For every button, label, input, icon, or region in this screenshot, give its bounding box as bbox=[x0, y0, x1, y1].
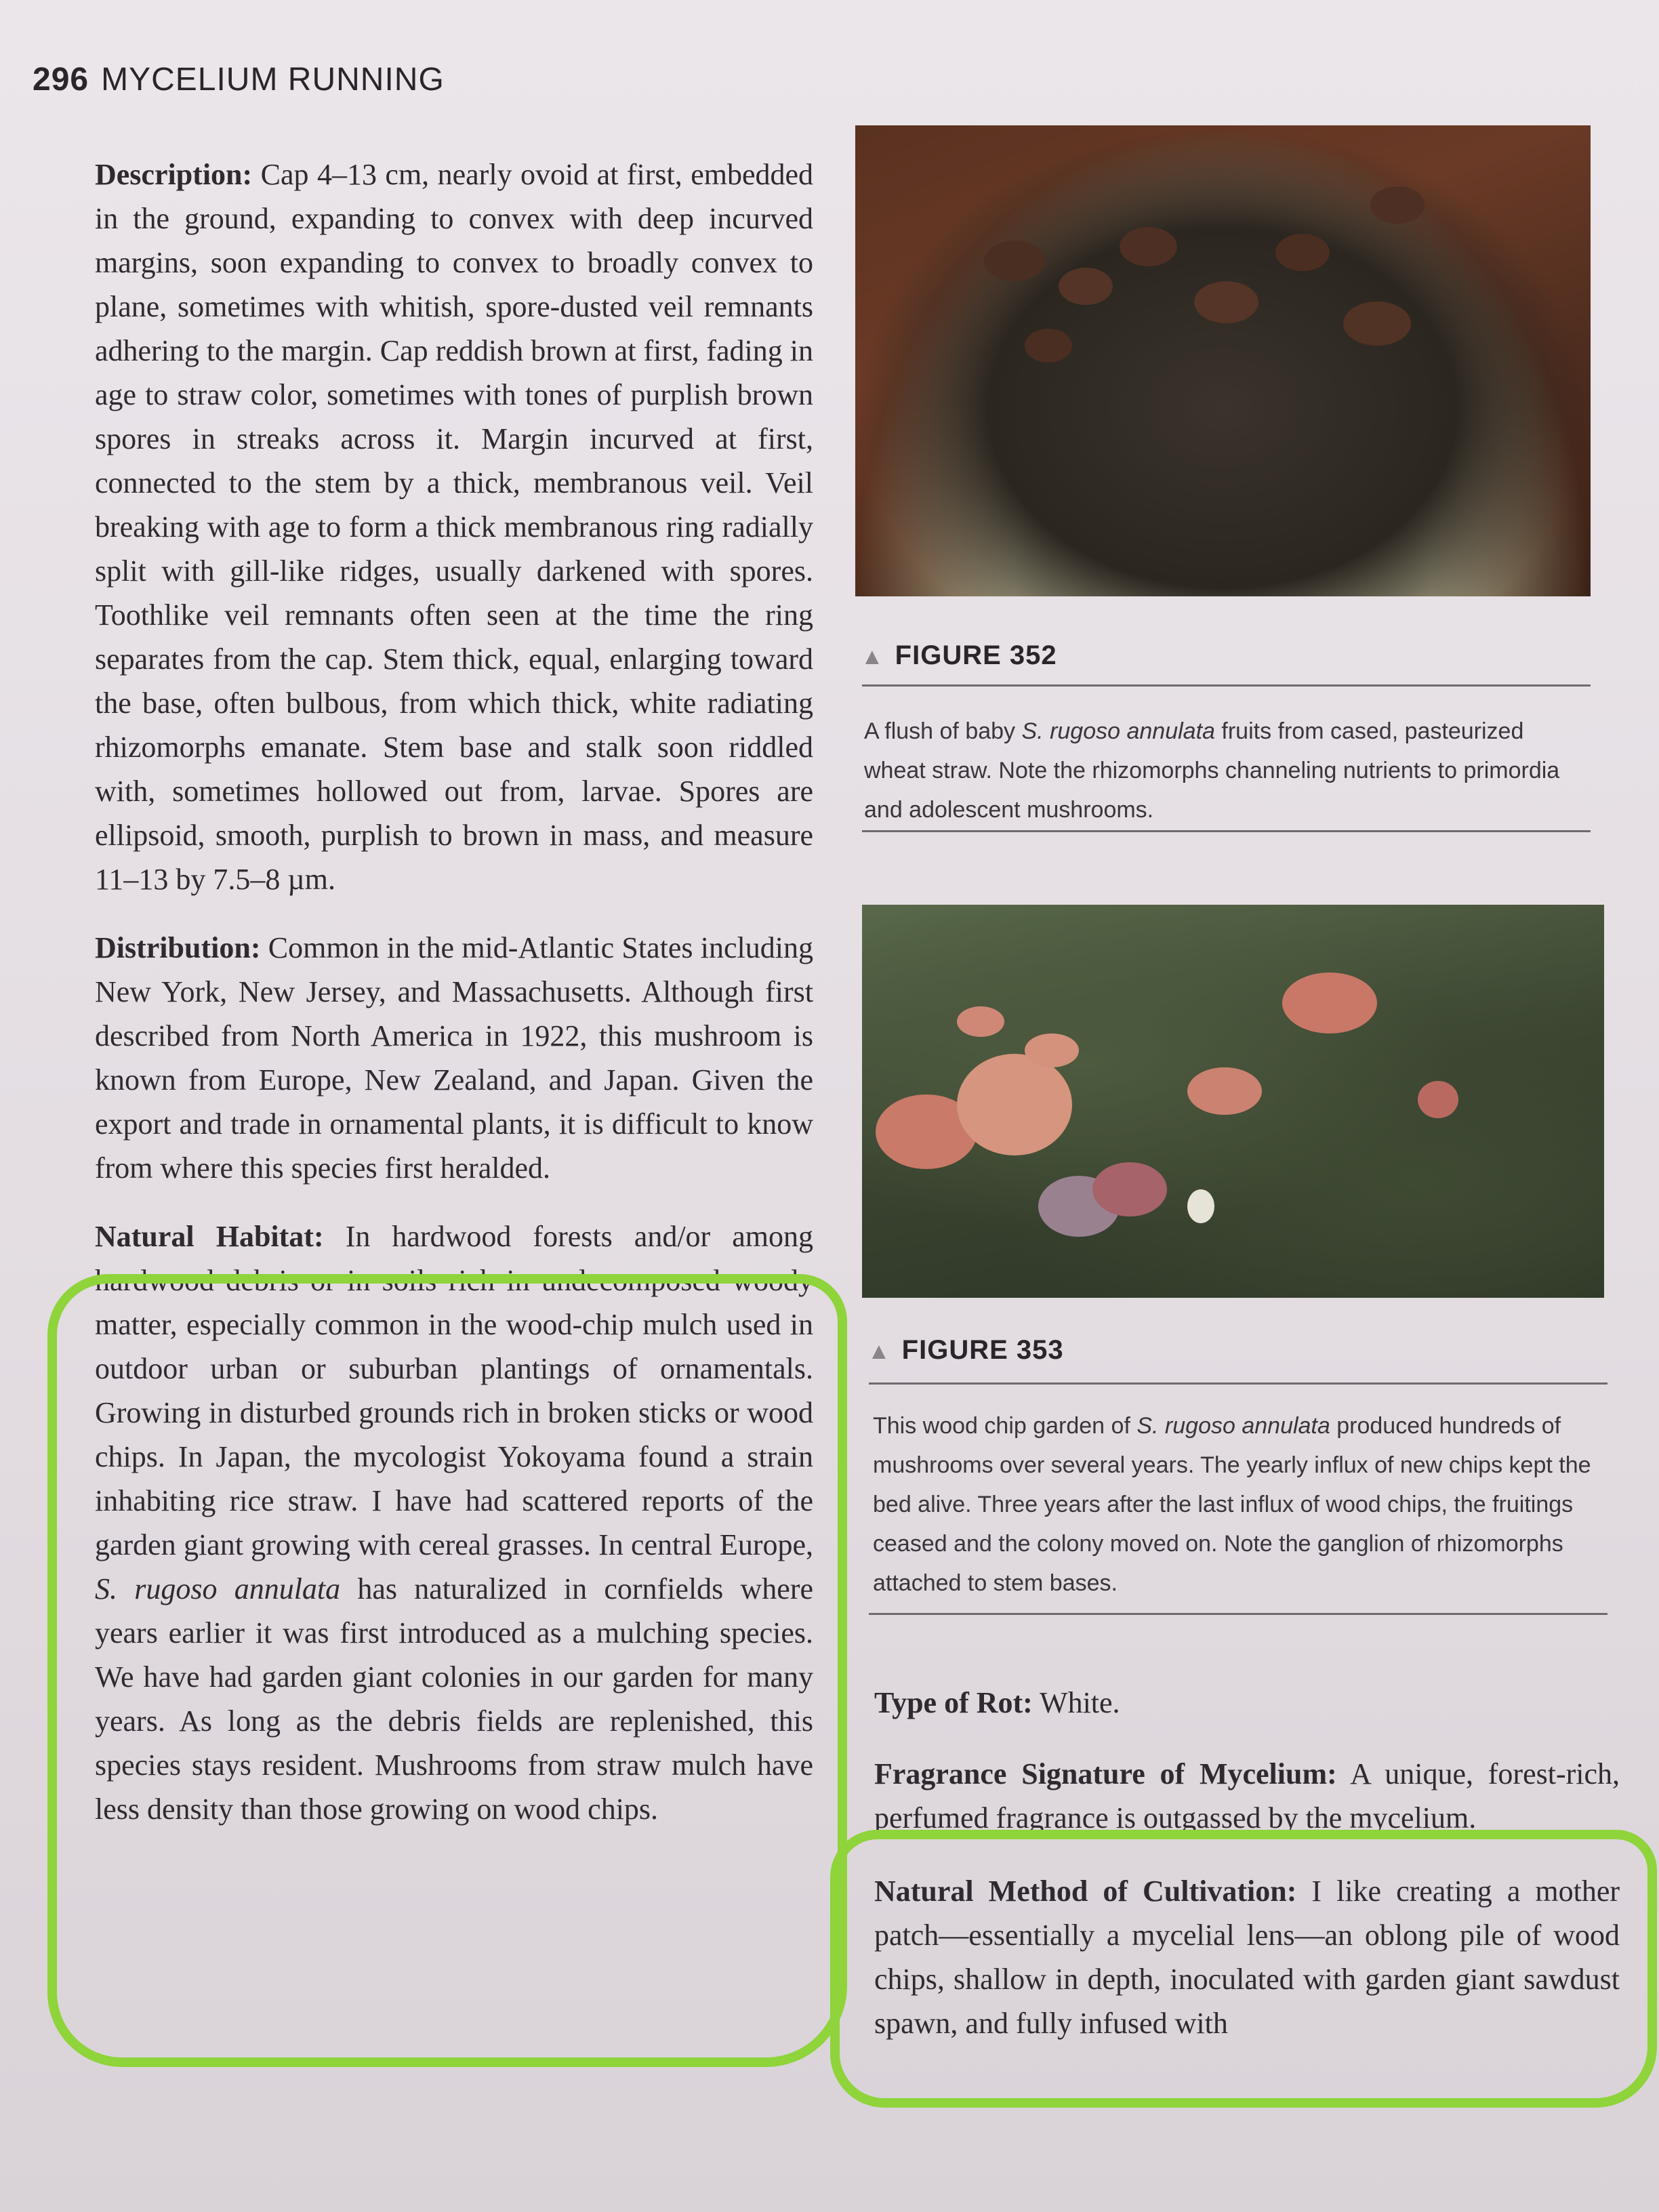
fragrance-label: Fragrance Signature of Mycelium: bbox=[874, 1757, 1337, 1790]
mushroom-cap bbox=[957, 1054, 1072, 1155]
habitat-text-before: In hardwood forests and/or among hardwood debris or in soils rich in undecomposed woody matter, especially common in the wood-chip mulch used in outdoor urban or suburban plantings of ornamentals. Growing in disturbed grounds rich in broken sticks or wood chips. In Japan, the mycologist Yokoyama found a strain inhabiting rice straw. I have had scattered reports of the garden giant growing with cereal grasses. In central Europe, bbox=[95, 1220, 814, 1561]
distribution-text: Common in the mid-Atlantic States including New York, New Jersey, and Massachusetts. Although first described from North America in 1922, this mushroom is known from Europe, New Zealand, and Japan. Given the export and trade in ornamental plants, it is difficult to know from where this species first heralded. bbox=[95, 931, 813, 1185]
mushroom-cap bbox=[1343, 302, 1411, 346]
triangle-up-icon: ▲ bbox=[867, 1338, 891, 1364]
distribution-paragraph bbox=[95, 926, 813, 1190]
figure-353-caption-after: produced hundreds of mushrooms over several years. The yearly influx of new chips kept the bed alive. Three years after the last influx of wood chips, the fruitings ceased and the colony moved on. Note the ganglion of rhizomorphs attached to stem bases. bbox=[873, 1413, 1591, 1596]
mushroom-cap bbox=[1025, 329, 1072, 363]
figure-353-species: S. rugoso annulata bbox=[1136, 1413, 1330, 1439]
fragrance-text: A unique, forest-rich, perfumed fragrance is outgassed by the mycelium. bbox=[874, 1757, 1620, 1835]
figure-352-title bbox=[861, 640, 1057, 671]
figure-353-caption bbox=[873, 1406, 1605, 1603]
mushroom-cap bbox=[957, 1006, 1004, 1037]
cultivation-text: I like creating a mother patch—essentially a mycelial lens—an oblong pile of wood chips, shallow in depth, inoculated with garden giant sawdust spawn, and fully infused with bbox=[874, 1875, 1620, 2040]
rot-paragraph bbox=[874, 1681, 1620, 1725]
book-title: MYCELIUM RUNNING bbox=[101, 62, 445, 98]
triangle-up-icon: ▲ bbox=[861, 644, 884, 670]
description-paragraph bbox=[95, 152, 813, 901]
page-number: 296 bbox=[33, 62, 89, 98]
habitat-label: Natural Habitat: bbox=[95, 1220, 324, 1253]
figure-352-caption bbox=[864, 712, 1582, 830]
mushroom-cap bbox=[1187, 1067, 1262, 1115]
mushroom-cap bbox=[1187, 1189, 1214, 1223]
mushroom-cap bbox=[1275, 234, 1330, 271]
figure-353-photo bbox=[862, 905, 1604, 1298]
figure-352-caption-before: A flush of baby bbox=[864, 718, 1016, 744]
figure-353-title-text: FIGURE 353 bbox=[901, 1335, 1064, 1365]
figure-352-title-text: FIGURE 352 bbox=[895, 640, 1057, 670]
figure-352-rule-top bbox=[862, 684, 1591, 687]
figure-353-caption-before: This wood chip garden of bbox=[873, 1413, 1130, 1439]
figure-352-photo bbox=[855, 125, 1591, 596]
rot-label: Type of Rot: bbox=[874, 1686, 1033, 1719]
cultivation-highlight-outline bbox=[830, 1830, 1657, 2108]
figure-352-species: S. rugoso annulata bbox=[1021, 718, 1215, 744]
mushroom-cap bbox=[1059, 268, 1113, 305]
fragrance-paragraph bbox=[874, 1752, 1620, 1840]
mushroom-cap bbox=[1092, 1162, 1167, 1216]
habitat-species: S. rugoso annulata bbox=[95, 1572, 341, 1605]
description-label: Description: bbox=[95, 158, 253, 191]
mushroom-cap bbox=[984, 241, 1045, 281]
mushroom-cap bbox=[1120, 227, 1177, 266]
figure-352-rule-bottom bbox=[862, 830, 1591, 832]
description-text: Cap 4–13 cm, nearly ovoid at first, embedded in the ground, expanding to convex with deep incurved margins, soon expanding to convex to broadly convex to plane, sometimes with whitish, spore-dusted veil remnants adhering to the margin. Cap reddish brown at first, fading in age to straw color, sometimes with tones of purplish brown spores in streaks across it. Margin incurved at first, connected to the stem by a thick, membranous veil. Veil breaking with age to form a thick membranous ring radially split with gill-like ridges, usually darkened with spores. Toothlike veil remnants often seen at the time the ring separates from the cap. Stem thick, equal, enlarging toward the base, often bulbous, from which thick, white radiating rhizomorphs emanate. Stem base and stalk soon riddled with, sometimes hollowed out from, larvae. Spores are ellipsoid, smooth, purplish to brown in mass, and measure 11–13 by 7.5–8 µm. bbox=[95, 158, 814, 896]
mushroom-cap bbox=[1282, 972, 1377, 1033]
mushroom-cap bbox=[1418, 1081, 1458, 1118]
figure-352-caption-after: fruits from cased, pasteurized wheat straw. Note the rhizomorphs channeling nutrients to primordia and adolescent mushrooms. bbox=[864, 718, 1560, 823]
mushroom-cap bbox=[1025, 1033, 1079, 1067]
habitat-text-after: has naturalized in cornfields where years earlier it was first introduced as a mulching species. We have had garden giant colonies in our garden for many years. As long as the debris fields are replenished, this species stays resident. Mushrooms from straw mulch have less density than those growing on wood chips. bbox=[95, 1572, 814, 1826]
rot-text: White. bbox=[1040, 1686, 1120, 1719]
figure-353-rule-bottom bbox=[869, 1613, 1607, 1615]
figure-353-rule-top bbox=[869, 1382, 1607, 1385]
running-header bbox=[33, 61, 445, 98]
figure-353-title bbox=[867, 1335, 1064, 1366]
mushroom-cap bbox=[1370, 186, 1425, 224]
habitat-highlight-outline bbox=[47, 1274, 847, 2067]
mushroom-cap bbox=[1194, 281, 1258, 323]
distribution-label: Distribution: bbox=[95, 931, 261, 964]
cultivation-label: Natural Method of Cultivation: bbox=[874, 1875, 1297, 1908]
